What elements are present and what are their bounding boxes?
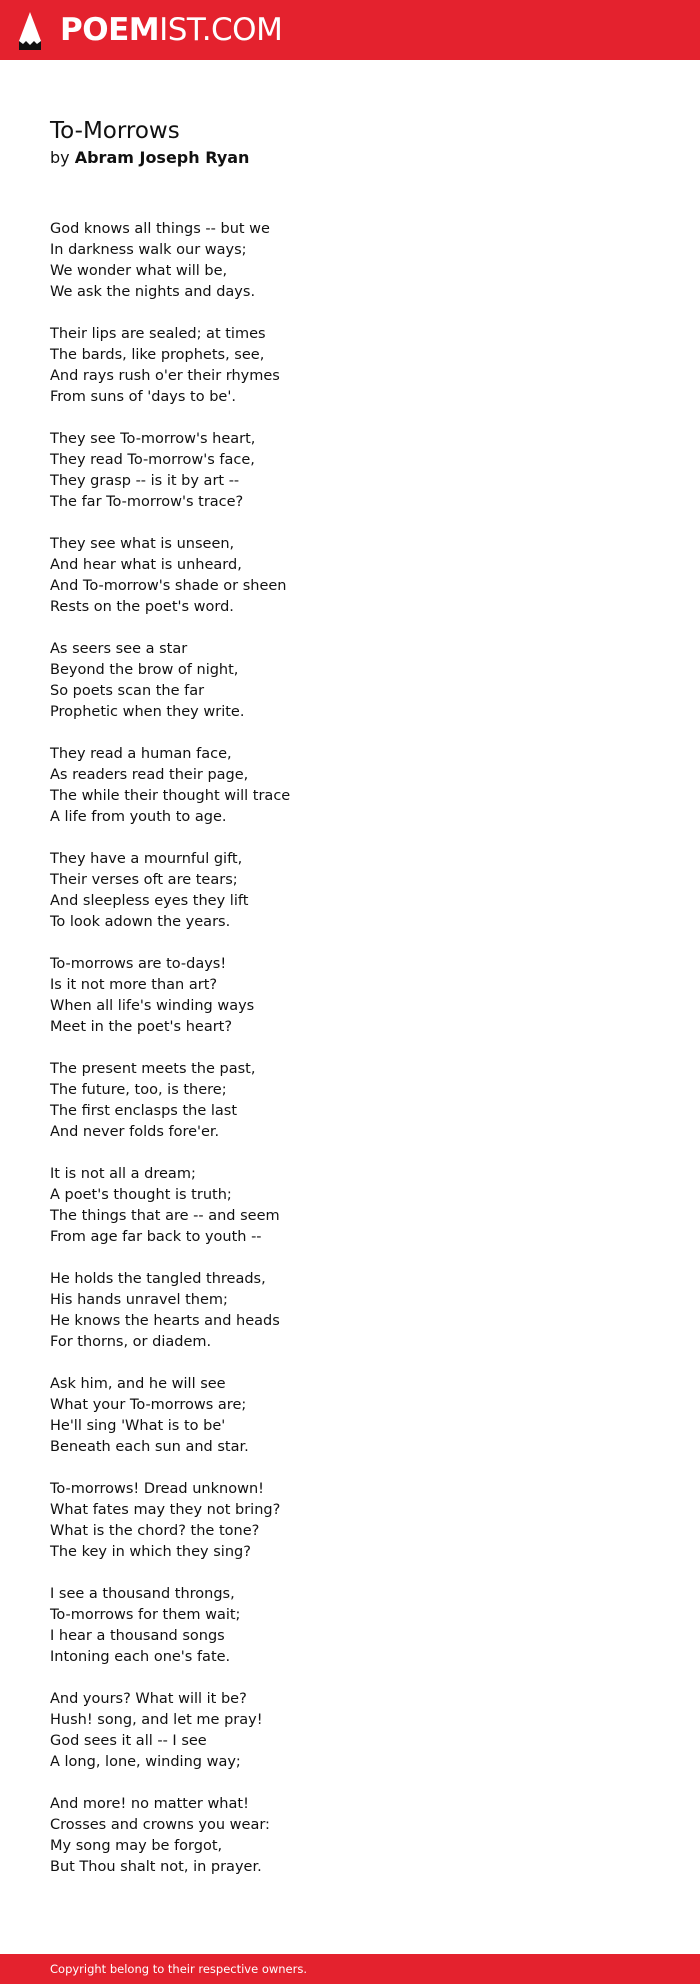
poem-line: When all life's winding ways [50,998,255,1014]
poem-line: As readers read their page, [50,767,249,783]
poem-line: Crosses and crowns you wear: [50,1817,270,1833]
poem-line: The far To-morrow's trace? [50,494,244,510]
poem-line: I hear a thousand songs [50,1628,225,1644]
poem-line: I see a thousand throngs, [50,1586,235,1602]
poem-stanza [50,324,290,408]
logo-text-bold: POEM [60,12,160,48]
poem-stanza [50,1164,290,1248]
site-footer [0,1954,700,1984]
poem-stanza [50,849,290,933]
poem-line: Prophetic when they write. [50,704,245,720]
poem-line: The present meets the past, [50,1061,256,1077]
poem-line: What fates may they not bring? [50,1502,281,1518]
poem-title: To-Morrows [50,118,180,144]
poem-line: He'll sing 'What is to be' [50,1418,226,1434]
poem-line: Beyond the brow of night, [50,662,239,678]
poem-line: And hear what is unheard, [50,557,242,573]
poem-stanza [50,1794,290,1878]
poem-line: Beneath each sun and star. [50,1439,249,1455]
poem-line: And rays rush o'er their rhymes [50,368,280,384]
poem-line: He holds the tangled threads, [50,1271,266,1287]
poem-line: Their verses oft are tears; [50,872,238,888]
poem-line: To-morrows are to-days! [50,956,227,972]
poem-line: Rests on the poet's word. [50,599,234,615]
poem-line: And never folds fore'er. [50,1124,220,1140]
poem-line: From suns of 'days to be'. [50,389,236,405]
copyright-notice: Copyright belong to their respective owners. [50,1962,308,1976]
poem-stanza [50,219,290,303]
poem-line: He knows the hearts and heads [50,1313,280,1329]
poem-line: And yours? What will it be? [50,1691,247,1707]
poem-stanza [50,1479,290,1563]
poem-line: Is it not more than art? [50,977,218,993]
poem-line: Meet in the poet's heart? [50,1019,233,1035]
poem-line: They read To-morrow's face, [50,452,255,468]
poem-line: Hush! song, and let me pray! [50,1712,263,1728]
poem-line: In darkness walk our ways; [50,242,247,258]
poem-line: My song may be forgot, [50,1838,223,1854]
poem-line: God knows all things -- but we [50,221,270,237]
poem-stanza [50,1374,290,1458]
poem-line: A long, lone, winding way; [50,1754,241,1770]
poem-line: The first enclasps the last [50,1103,237,1119]
poem-stanza [50,534,290,618]
logo-text-light: IST.COM [159,12,283,48]
poem-line: And more! no matter what! [50,1796,249,1812]
by-label: by [50,148,70,167]
poem-line: They see what is unseen, [50,536,235,552]
site-logo-link[interactable] [60,10,282,50]
poem-line: But Thou shalt not, in prayer. [50,1859,262,1875]
poem-line: A life from youth to age. [50,809,227,825]
poem-stanza [50,954,290,1038]
poem-line: The future, too, is there; [50,1082,227,1098]
poem-line: The key in which they sing? [50,1544,251,1560]
poem-line: To look adown the years. [50,914,231,930]
poem-line: A poet's thought is truth; [50,1187,232,1203]
poem-line: Their lips are sealed; at times [50,326,266,342]
poem-stanza [50,429,290,513]
poem-line: To-morrows! Dread unknown! [50,1481,264,1497]
poem-line: It is not all a dream; [50,1166,196,1182]
poem-line: We wonder what will be, [50,263,228,279]
poem-line: And sleepless eyes they lift [50,893,249,909]
poem-line: They have a mournful gift, [50,851,243,867]
poem-line: What is the chord? the tone? [50,1523,260,1539]
poem-line: So poets scan the far [50,683,205,699]
byline [50,147,249,169]
author-name: Abram Joseph Ryan [74,148,250,167]
poem-stanza [50,1584,290,1668]
poem-line: To-morrows for them wait; [50,1607,241,1623]
poem-body [50,219,290,1899]
poem-line: The bards, like prophets, see, [50,347,265,363]
poem-line: His hands unravel them; [50,1292,228,1308]
poem-line: What your To-morrows are; [50,1397,247,1413]
poem-stanza [50,744,290,828]
poem-line: God sees it all -- I see [50,1733,207,1749]
poem-line: From age far back to youth -- [50,1229,262,1245]
poem-line: Intoning each one's fate. [50,1649,231,1665]
poem-line: And To-morrow's shade or sheen [50,578,287,594]
poem-line: They grasp -- is it by art -- [50,473,240,489]
pencil-tip-icon[interactable] [18,12,42,50]
poem-line: For thorns, or diadem. [50,1334,212,1350]
poem-stanza [50,1689,290,1773]
poem-line: The while their thought will trace [50,788,291,804]
poem-stanza [50,1059,290,1143]
site-header [0,0,700,60]
poem-heading [50,115,249,169]
poem-stanza [50,1269,290,1353]
poem-line: We ask the nights and days. [50,284,256,300]
poem-line: As seers see a star [50,641,188,657]
poem-stanza [50,639,290,723]
poem-line: They read a human face, [50,746,232,762]
poem-line: Ask him, and he will see [50,1376,226,1392]
poem-line: They see To-morrow's heart, [50,431,256,447]
poem-line: The things that are -- and seem [50,1208,280,1224]
